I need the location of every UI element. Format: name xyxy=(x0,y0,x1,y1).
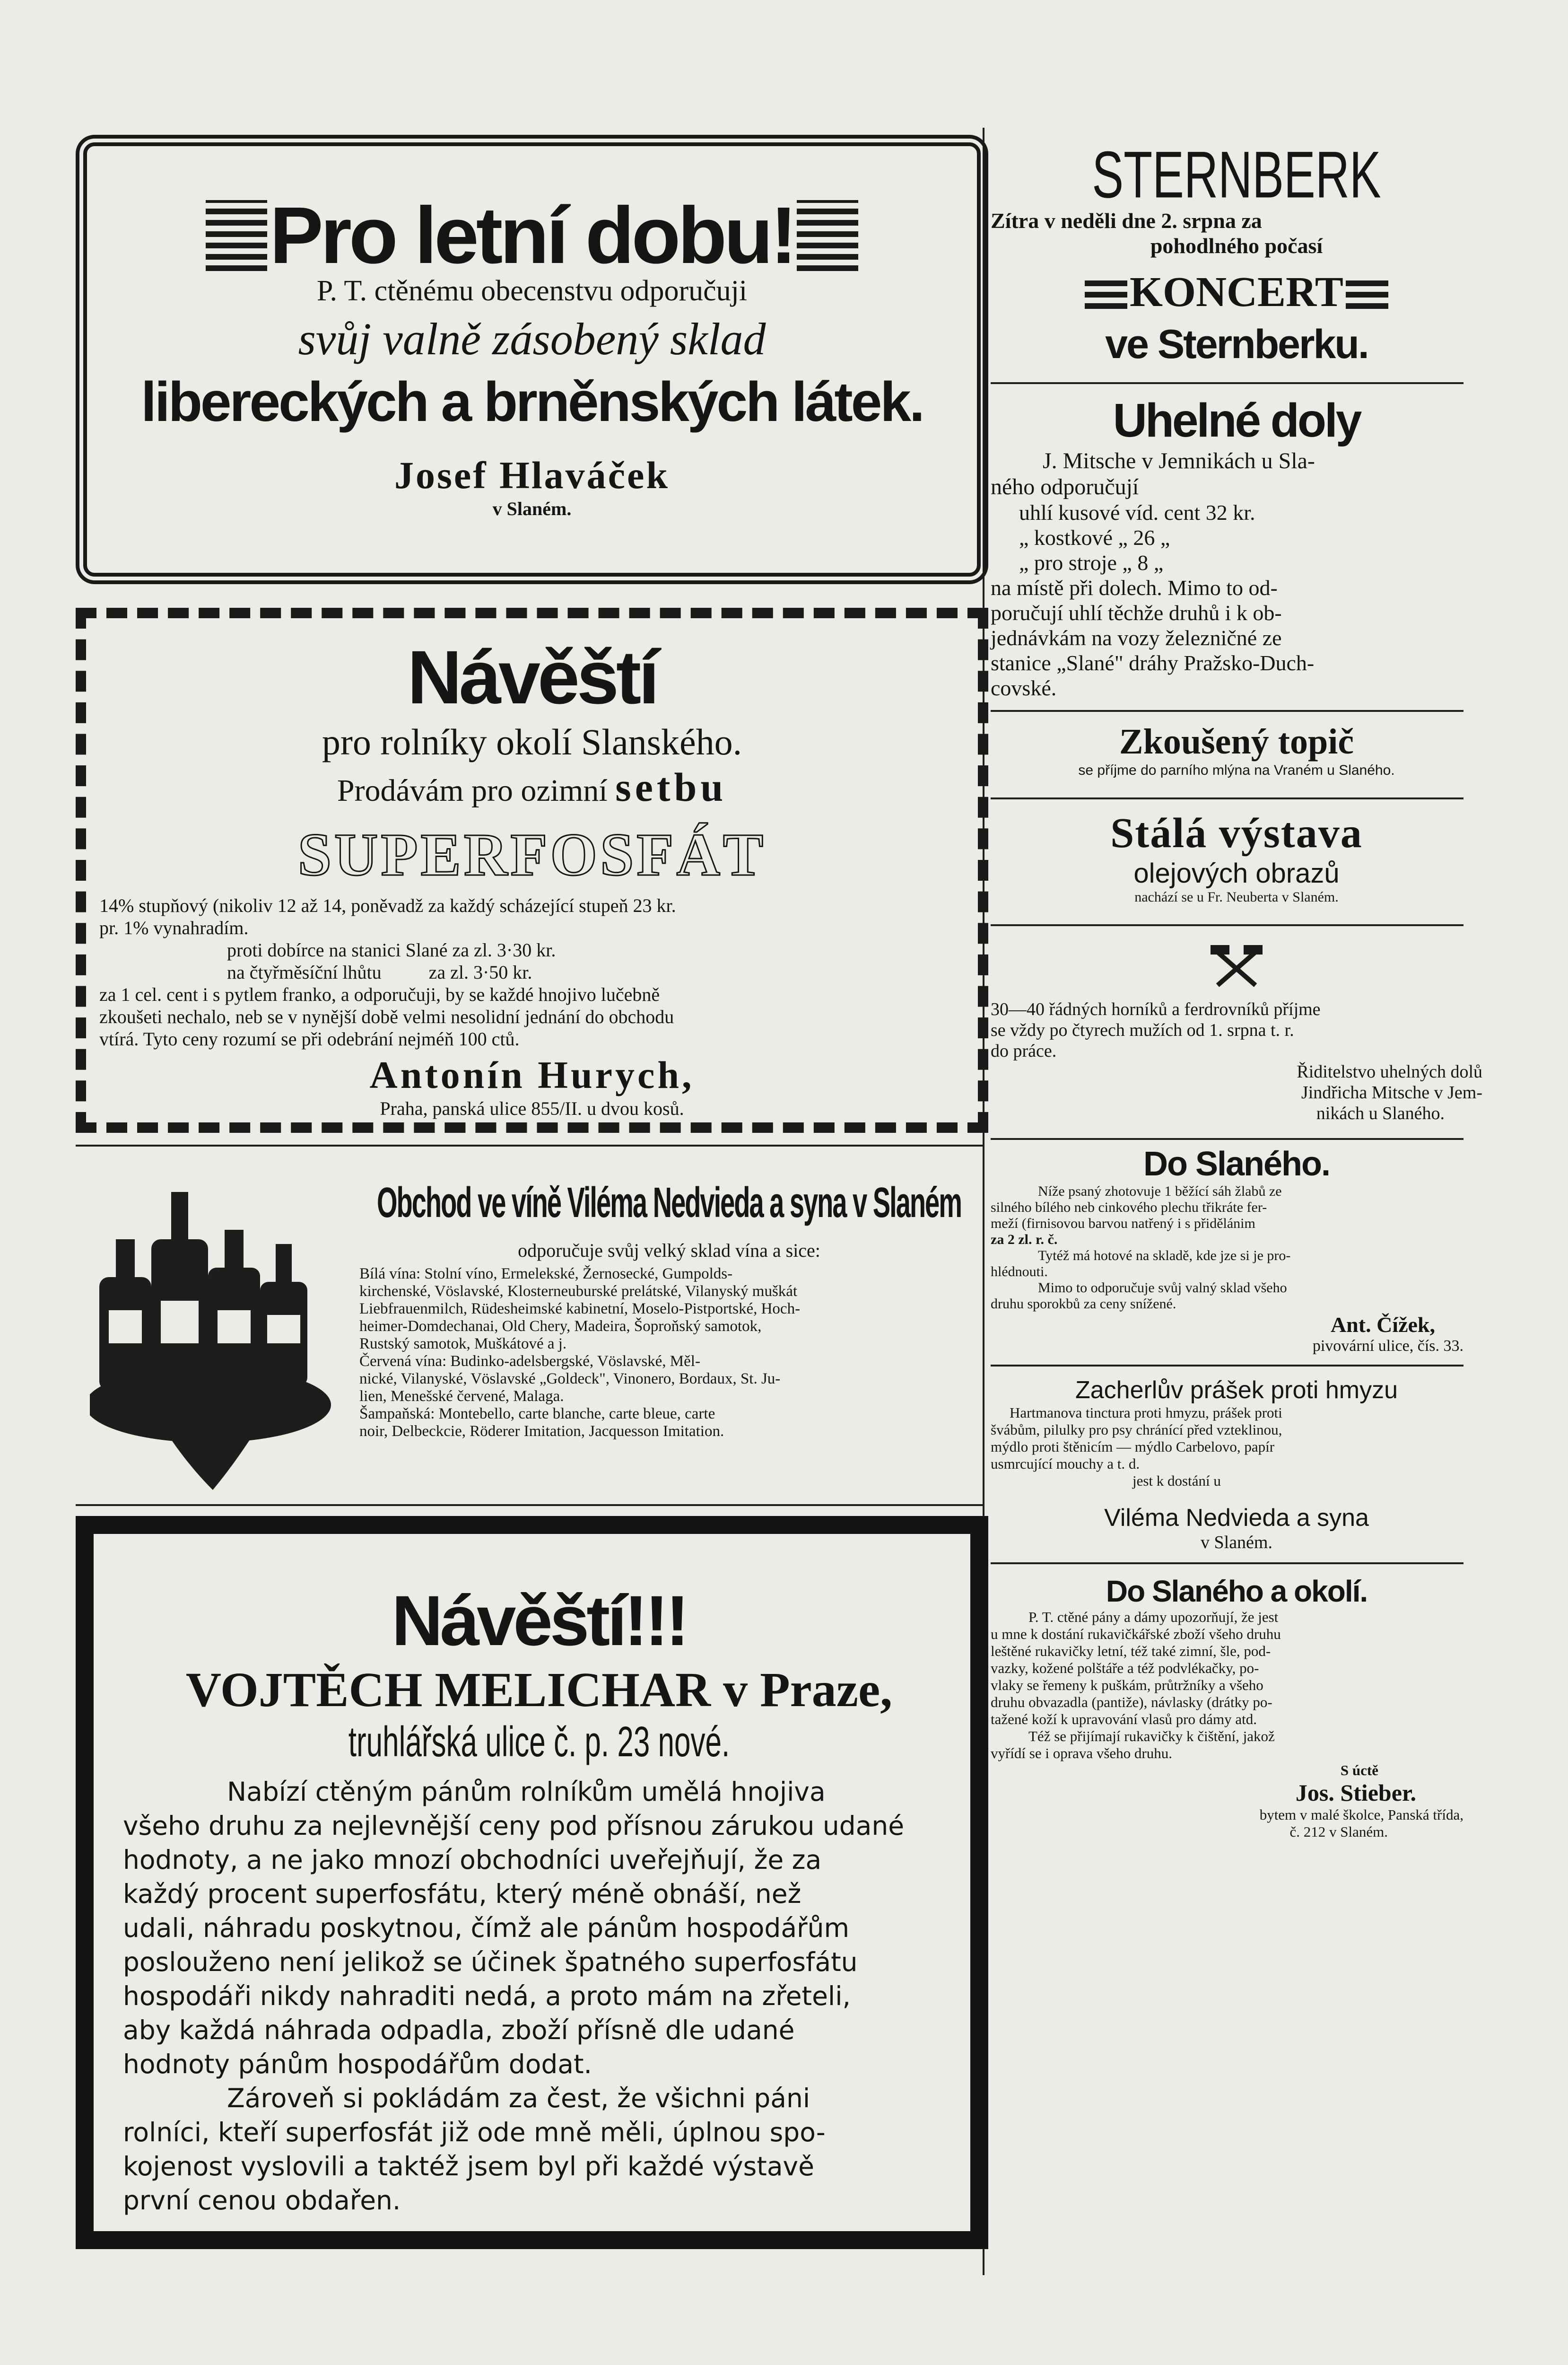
p1-line: každý procent superfosfátu, který méně obnáší, než xyxy=(123,1879,801,1909)
ad-melichar xyxy=(123,1580,955,2217)
ad-navesti-title: Návěští xyxy=(407,635,657,719)
topic-text: se příjme do parního mlýna na Vraném u Slaného. xyxy=(1078,762,1395,778)
sternberk-title: STERNBERK xyxy=(1092,138,1381,212)
okoli-o12: bytem v malé školce, Panská třída, xyxy=(1259,1806,1463,1823)
okoli-o9: vyřídí se i oprava všeho druhu. xyxy=(991,1745,1172,1761)
ad-melichar-p1 xyxy=(123,1775,955,2081)
p2-line: první cenou obdařen. xyxy=(123,2185,401,2216)
okoli-o5: vlaky se řemeny k puškám, průtržníky a všeho xyxy=(991,1677,1263,1693)
ad-vino-l6: Červená vína: Budinko-adelsbergské, Vöslavské, Měl- xyxy=(359,1353,700,1370)
uhelne-mitsche2: ného odporučují xyxy=(991,474,1139,499)
flag-left-icon xyxy=(206,200,267,271)
ad-navesti-prod-row xyxy=(99,763,965,811)
ad-vino-l8: lien, Menešské červené, Malaga. xyxy=(359,1388,564,1405)
ad-vino-title-wrap xyxy=(359,1178,979,1235)
uhelne-u3: „ pro stroje „ 8 „ xyxy=(1019,551,1164,575)
ad-vino-l2: kirchenské, Vöslavské, Klosterneuburské prelátské, Vilanyský muškát xyxy=(359,1283,798,1300)
ad-melichar-addr-wrap xyxy=(123,1718,955,1770)
zach-z3: mýdlo proti štěnicím — mýdlo Carbelovo, papír xyxy=(991,1438,1275,1455)
hornici-h3: do práce. xyxy=(991,1041,1057,1061)
divider-r1 xyxy=(991,382,1463,384)
ad-melichar-title: Návěští!!! xyxy=(392,1581,687,1660)
okoli-o10: S úctě xyxy=(1340,1762,1378,1778)
wine-bottles-illustration xyxy=(90,1159,355,1499)
stala-olej: olejových obrazů xyxy=(1133,858,1340,889)
divider-r3 xyxy=(991,797,1463,799)
ad-vino-l7: nické, Vilanyské, Vöslavské „Goldeck", Vinonero, Bordaux, St. Ju- xyxy=(359,1370,781,1387)
ad-letni-title: Pro letní dobu! xyxy=(270,191,794,280)
doslaneho-d8: druhu sporokbů za ceny snížené. xyxy=(991,1296,1176,1312)
p1-line: poslouženo není jelikož se účinek špatného superfosfátu xyxy=(123,1947,858,1977)
zach-z4: usmrcující mouchy a t. d. xyxy=(991,1455,1140,1472)
topic-title: Zkoušený topič xyxy=(1119,722,1354,762)
hornici-h4: Řiditelstvo uhelných dolů xyxy=(1297,1062,1482,1082)
flag-koncert-right-icon xyxy=(1346,276,1388,309)
ad-vino-l1: Bílá vína: Stolní víno, Ermelekské, Žernosecké, Gumpolds- xyxy=(359,1265,733,1282)
ad-navesti xyxy=(99,634,965,1120)
okoli-o7: tažené koží k upravování vlasů pro dámy atd. xyxy=(991,1711,1257,1727)
ad-navesti-prod: Prodávám pro ozimní xyxy=(337,773,608,808)
p2-line: kojenost vyslovili a taktéž jsem byl při každé výstavě xyxy=(123,2151,814,2181)
zach-z5: jest k dostání u xyxy=(1132,1472,1221,1489)
ad-melichar-p2 xyxy=(123,2081,955,2217)
doslaneho-d10: pivovární ulice, čís. 33. xyxy=(1312,1337,1463,1355)
sternberk-pocasi: pohodlného počasí xyxy=(1150,234,1323,258)
divider-r4 xyxy=(991,924,1463,926)
p1-line: hodnoty, a ne jako mnozí obchodníci uveřejňují, že za xyxy=(123,1845,822,1875)
ad-navesti-l2: pr. 1% vynahradím. xyxy=(99,917,249,938)
p1-line: aby každá náhrada odpadla, zboží přísně dle udané xyxy=(123,2015,795,2045)
p1-line: hospodáři nikdy nahraditi nedá, a proto mám na zřeteli, xyxy=(123,1981,851,2011)
ad-letni-place: v Slaném. xyxy=(492,498,572,519)
okoli-o11: Jos. Stieber. xyxy=(1295,1779,1416,1806)
uhelne-u7: stanice „Slané" dráhy Pražsko-Duch- xyxy=(991,651,1315,675)
hornici-h2: se vždy po čtyrech mužích od 1. srpna t. r. xyxy=(991,1020,1294,1040)
ad-letni xyxy=(95,189,969,520)
doslaneho-title: Do Slaného. xyxy=(1143,1145,1330,1183)
divider-vino-top xyxy=(76,1145,984,1147)
right-column xyxy=(991,137,1482,1840)
zach-z2: švábům, pilulky pro psy chránící před vzteklinou, xyxy=(991,1421,1282,1438)
doslaneho-d3: meží (firnisovou barvou natřený i s přidělánim xyxy=(991,1216,1255,1231)
zach-z6: Viléma Nedvieda a syna xyxy=(1104,1504,1369,1532)
ad-vino-l4: heimer-Domdechanai, Old Chery, Madeira, Šoproňský samotok, xyxy=(359,1318,762,1335)
ad-vino xyxy=(359,1178,979,1440)
ad-vino-l5: Rustský samotok, Muškátové a j. xyxy=(359,1335,567,1352)
p1-line: udali, náhradu poskytnou, čímž ale pánům hospodářům xyxy=(123,1913,850,1943)
doslaneho-d7: Mimo to odporučuje svůj valný sklad všeho xyxy=(1038,1280,1287,1296)
zach-z1: Hartmanova tinctura proti hmyzu, prášek proti xyxy=(1010,1404,1282,1421)
ad-vino-l9: Šampaňská: Montebello, carte blanche, carte bleue, carte xyxy=(359,1405,715,1422)
okoli-o3: leštěné rukavičky letní, též také zimní, šle, pod- xyxy=(991,1643,1271,1659)
divider-r2 xyxy=(991,710,1463,712)
ad-letni-title-row xyxy=(95,189,969,284)
sternberk-wrap xyxy=(991,137,1482,212)
flag-koncert-left-icon xyxy=(1085,276,1127,309)
ad-letni-name: Josef Hlaváček xyxy=(394,454,670,497)
p1-line: hodnoty pánům hospodářům dodat. xyxy=(123,2049,592,2079)
ad-navesti-setbu: setbu xyxy=(615,764,727,810)
zach-z7: v Slaném. xyxy=(1201,1533,1272,1552)
ad-navesti-sub: pro rolníky okolí Slanského. xyxy=(322,721,742,762)
okoli-o4: vazky, kožené polštáře a též podvlékačky, po- xyxy=(991,1660,1259,1676)
ad-vino-title: Obchod ve víně Viléma Nedvieda a syna v Slaném xyxy=(376,1178,961,1226)
divider-r5 xyxy=(991,1138,1463,1140)
doslaneho-d2: silného bílého neb cinkového plechu třikráte fer- xyxy=(991,1200,1267,1215)
doslaneho-d6: hlédnouti. xyxy=(991,1264,1048,1279)
ad-letni-line3: libereckých a brněnských látek. xyxy=(141,371,923,433)
ad-letni-line1: P. T. ctěnému obecenstvu odporučuji xyxy=(316,275,748,307)
uhelne-u8: covské. xyxy=(991,676,1057,700)
zach-title: Zacherlův prášek proti hmyzu xyxy=(1075,1376,1398,1404)
uhelne-u5: poručují uhlí těchže druhů i k ob- xyxy=(991,601,1282,625)
p2-line: Zároveň si pokládám za čest, že všichni páni xyxy=(227,2083,810,2113)
ad-letni-line2: svůj valně zásobený sklad xyxy=(298,314,766,364)
ad-melichar-addr: truhlářská ulice č. p. 23 nové. xyxy=(348,1718,730,1766)
okoli-o8: Též se přijímají rukavičky k čištění, jakož xyxy=(1028,1728,1275,1744)
ad-navesti-name: Antonín Hurych, xyxy=(369,1053,695,1096)
okoli-title: Do Slaného a okolí. xyxy=(1106,1574,1368,1608)
flag-right-icon xyxy=(797,200,858,271)
ad-navesti-l4: na čtyřměsíční lhůtu za zl. 3·50 kr. xyxy=(227,962,532,983)
uhelne-mitsche1: J. Mitsche v Jemnikách u Sla- xyxy=(1043,448,1315,473)
okoli-o1: P. T. ctěné pány a dámy upozorňují, že jest xyxy=(1028,1609,1279,1625)
okoli-o13: č. 212 v Slaném. xyxy=(1289,1823,1388,1840)
uhelne-u2: „ kostkové „ 26 „ xyxy=(1019,526,1170,550)
ad-navesti-l7: vtírá. Tyto ceny rozumí se při odebrání nejméň 100 ctů. xyxy=(99,1028,520,1050)
p2-line: rolníci, kteří superfosfát již ode mně měli, úplnou spo- xyxy=(123,2117,826,2147)
koncert-row xyxy=(991,268,1482,316)
koncert-ve: ve Sternberku. xyxy=(1105,322,1368,367)
p1-line: Nabízí ctěným pánům rolníkům umělá hnojiva xyxy=(227,1777,826,1807)
hornici-h1: 30—40 řádných horníků a ferdrovníků příjme xyxy=(991,999,1321,1019)
uhelne-u4: na místě při dolech. Mimo to od- xyxy=(991,576,1278,600)
ad-navesti-addr: Praha, panská ulice 855/II. u dvou kosů. xyxy=(380,1098,684,1119)
hornici-h5: Jindřicha Mitsche v Jem- xyxy=(1301,1083,1482,1103)
uhelne-u1: uhlí kusové víd. cent 32 kr. xyxy=(1019,500,1255,525)
ad-navesti-l3: proti dobírce na stanici Slané za zl. 3·30 kr. xyxy=(227,939,556,961)
uhelne-u6: jednávkám na vozy železničné ze xyxy=(991,626,1282,650)
doslaneho-d1: Níže psaný zhotovuje 1 běžící sáh žlabů ze xyxy=(1038,1183,1282,1199)
doslaneho-d5: Tytéž má hotové na skladě, kde jze si je pro- xyxy=(1038,1248,1291,1263)
okoli-o2: u mne k dostání rukavičkářské zboží všeho druhu xyxy=(991,1626,1281,1642)
doslaneho-d9: Ant. Čížek, xyxy=(1330,1313,1435,1337)
ad-melichar-name: VOJTĚCH MELICHAR v Praze, xyxy=(185,1663,893,1717)
ad-vino-l10: noir, Delbeckcie, Röderer Imitation, Jacquesson Imitation. xyxy=(359,1423,724,1440)
uhelne-title: Uhelné doly xyxy=(1113,394,1360,447)
hornici-h6: nikách u Slaného. xyxy=(1316,1104,1445,1123)
stala-nachazi: nachází se u Fr. Neuberta v Slaném. xyxy=(1134,889,1339,905)
divider-r6 xyxy=(991,1365,1463,1366)
ad-vino-intro: odporučuje svůj velký sklad vína a sice: xyxy=(518,1240,820,1261)
p1-line: všeho druhu za nejlevnější ceny pod přísnou zárukou udané xyxy=(123,1811,905,1841)
divider-melichar-top xyxy=(76,1504,984,1506)
hammers-icon xyxy=(1211,945,1263,988)
ad-vino-l3: Liebfrauenmilch, Rüdesheimské kabinetní, Moselo-Pistportské, Hoch- xyxy=(359,1300,801,1317)
hornici-icon-wrap xyxy=(991,945,1482,990)
ad-navesti-l5: za 1 cel. cent i s pytlem franko, a odporučuji, by se každé hnojivo lučebně xyxy=(99,984,660,1005)
okoli-o6: druhu obvazadla (pantiže), návlasky (drátky po- xyxy=(991,1694,1272,1710)
sternberk-zitra: Zítra v neděli dne 2. srpna za xyxy=(991,209,1262,233)
stala-title: Stálá výstava xyxy=(1110,810,1363,857)
koncert-title: KONCERT xyxy=(1130,269,1343,315)
ad-navesti-l6: zkoušeti nechalo, neb se v nynější době velmi nesolidní jednání do obchodu xyxy=(99,1006,674,1027)
divider-r7 xyxy=(991,1562,1463,1564)
ad-navesti-product: SUPERFOSFÁT xyxy=(297,821,767,888)
doslaneho-d4: za 2 zl. r. č. xyxy=(991,1232,1058,1247)
ad-navesti-l1: 14% stupňový (nikoliv 12 až 14, poněvadž za každý scházející stupeň 23 kr. xyxy=(99,895,676,916)
